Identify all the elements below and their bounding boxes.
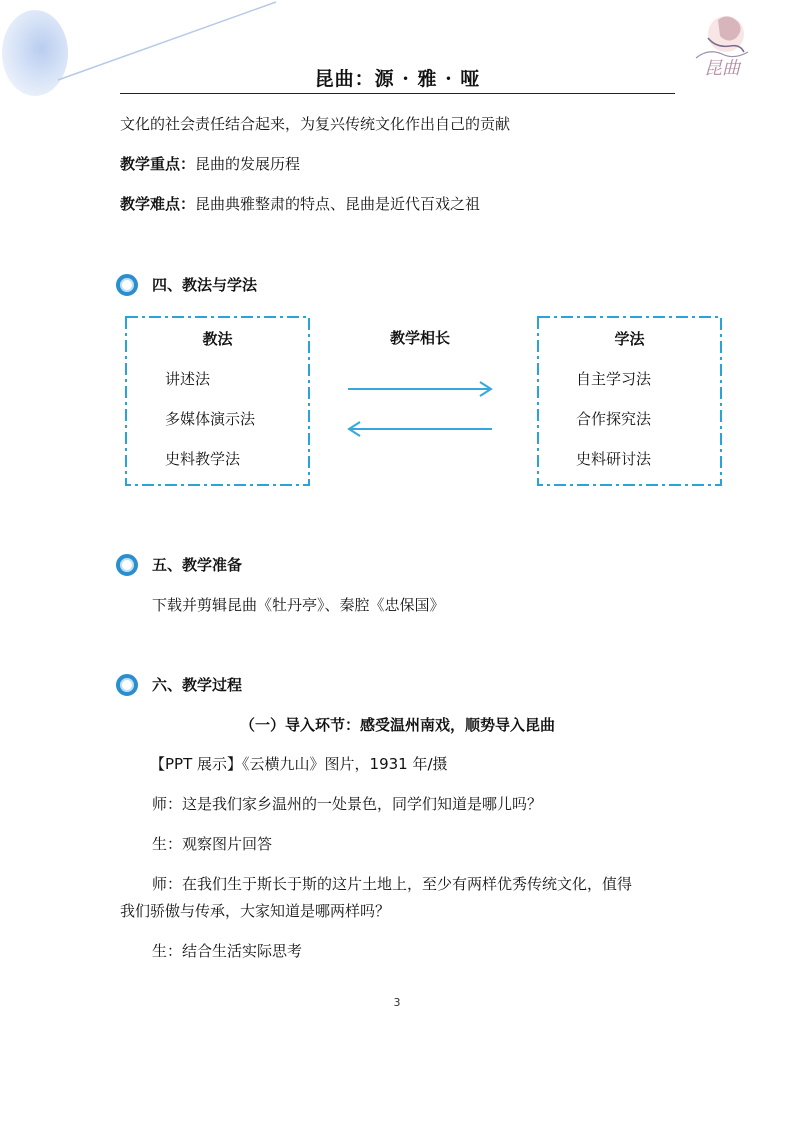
key-point-label: 教学重点： [120,155,196,173]
teaching-methods-heading: 教法 [202,330,233,348]
paragraph: 我们骄傲与传承，大家知道是哪两样吗？ [120,902,391,920]
section4-title: 四、教法与学法 [152,276,258,294]
learning-methods-heading: 学法 [614,330,645,348]
learning-method-item: 自主学习法 [576,370,652,388]
section-bullet-icon [116,674,138,696]
kunqu-logo [688,8,758,84]
section6-subtitle: （一）导入环节：感受温州南戏，顺势导入昆曲 [239,716,555,734]
preparation-text: 下载并剪辑昆曲《牡丹亭》、秦腔《忠保国》 [152,596,445,614]
teaching-method-item: 讲述法 [165,370,211,388]
mutual-growth-label: 教学相长 [389,329,450,347]
left-arrow-icon [349,422,492,436]
difficulty-label: 教学难点： [120,195,196,213]
svg-text:昆曲: 昆曲 [704,58,740,79]
paragraph: 师：在我们生于斯长于斯的这片土地上，至少有两样优秀传统文化，值得 [152,875,633,893]
learning-method-item: 合作探究法 [576,410,652,428]
difficulty-text: 昆曲典雅整肃的特点、昆曲是近代百戏之祖 [195,195,481,213]
paragraph: 生：观察图片回答 [152,835,273,853]
difficulty-line [120,194,480,214]
teaching-method-item: 多媒体演示法 [165,410,256,428]
section6-title: 六、教学过程 [152,676,243,694]
intro-line: 文化的社会责任结合起来，为复兴传统文化作出自己的贡献 [120,115,511,133]
header-title: 昆曲：源 · 雅 · 哑 [314,68,481,90]
key-point-text: 昆曲的发展历程 [195,155,301,173]
paragraph: 生：结合生活实际思考 [152,942,303,960]
header-rule [120,93,675,94]
teaching-methods-box [125,316,310,486]
learning-method-item: 史料研讨法 [576,450,652,468]
section-bullet-icon [116,554,138,576]
paragraph: 师：这是我们家乡温州的一处景色，同学们知道是哪儿吗？ [152,795,543,813]
exchange-arrows [340,370,500,440]
page-number: 3 [393,996,401,1009]
teaching-method-item: 史料教学法 [165,450,241,468]
learning-methods-box [537,316,722,486]
right-arrow-icon [348,382,491,396]
key-point-line [120,154,300,174]
section-bullet-icon [116,274,138,296]
paragraph: 【PPT 展示】《云横九山》图片，1931 年/摄 [150,755,448,773]
section5-title: 五、教学准备 [152,556,243,574]
